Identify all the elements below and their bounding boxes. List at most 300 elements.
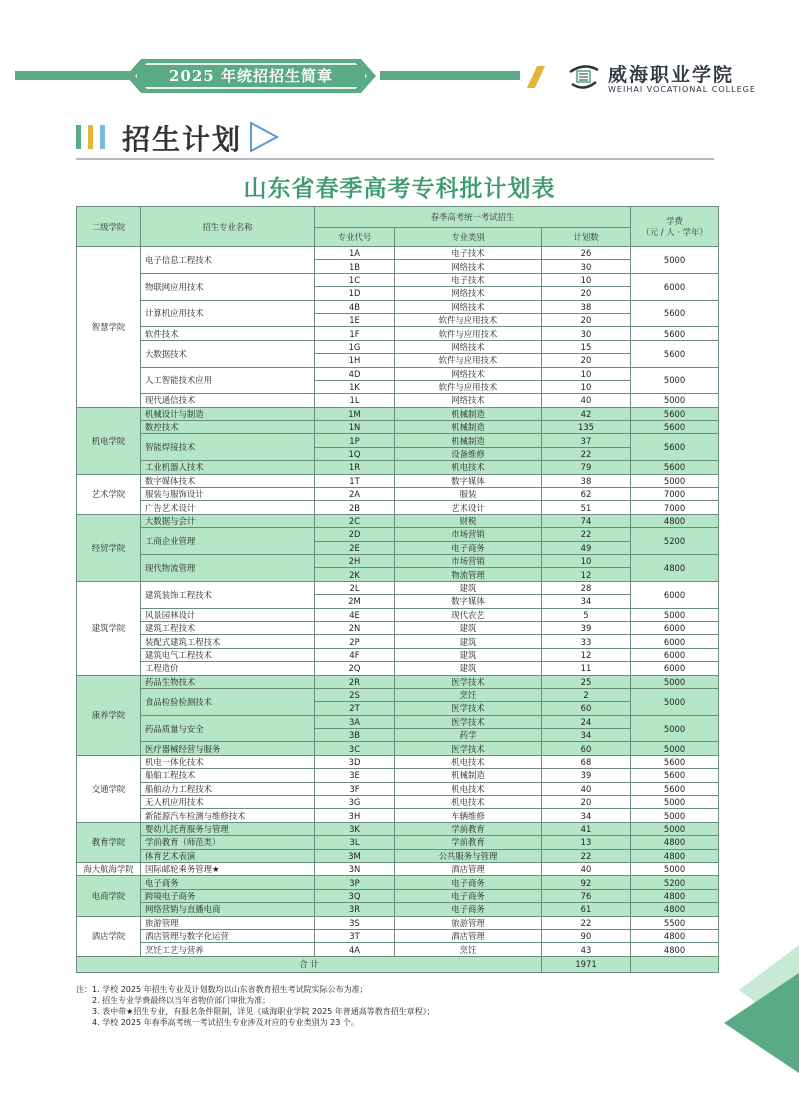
category-cell: 旅游管理 bbox=[395, 916, 542, 929]
code-cell: 1R bbox=[315, 461, 395, 474]
category-cell: 学前教育 bbox=[395, 836, 542, 849]
code-cell: 2E bbox=[315, 541, 395, 554]
code-cell: 1G bbox=[315, 340, 395, 353]
table-row bbox=[77, 889, 719, 902]
plan-cell: 26 bbox=[542, 247, 631, 260]
plan-cell: 10 bbox=[542, 367, 631, 380]
fee-cell: 5600 bbox=[631, 461, 719, 474]
category-cell: 网络技术 bbox=[395, 340, 542, 353]
code-cell: 2R bbox=[315, 675, 395, 688]
total-row bbox=[77, 956, 719, 972]
college-logo-icon bbox=[566, 60, 602, 94]
table-row bbox=[77, 916, 719, 929]
major-cell: 大数据技术 bbox=[141, 340, 315, 367]
major-cell: 物联网应用技术 bbox=[141, 273, 315, 300]
fee-cell: 5000 bbox=[631, 715, 719, 742]
fee-cell: 4800 bbox=[631, 849, 719, 862]
corner-decoration-dark bbox=[724, 973, 799, 1073]
note-line: 注：1. 学校 2025 年招生专业及计划数均以山东省教育招生考试院实际公布为准； bbox=[76, 985, 368, 994]
table-row bbox=[77, 662, 719, 675]
category-cell: 软件与应用技术 bbox=[395, 313, 542, 326]
table-row bbox=[77, 434, 719, 447]
category-cell: 软件与应用技术 bbox=[395, 354, 542, 367]
table-row bbox=[77, 675, 719, 688]
major-cell: 工业机器人技术 bbox=[141, 461, 315, 474]
code-cell: 3H bbox=[315, 809, 395, 822]
fee-cell: 5000 bbox=[631, 822, 719, 835]
table-row bbox=[77, 273, 719, 286]
category-cell: 网络技术 bbox=[395, 394, 542, 407]
plan-cell: 20 bbox=[542, 313, 631, 326]
table-row bbox=[77, 407, 719, 420]
category-cell: 建筑 bbox=[395, 648, 542, 661]
plan-cell: 20 bbox=[542, 354, 631, 367]
fee-cell: 5000 bbox=[631, 608, 719, 621]
code-cell: 2M bbox=[315, 595, 395, 608]
plan-cell: 22 bbox=[542, 528, 631, 541]
category-cell: 数字媒体 bbox=[395, 474, 542, 487]
code-cell: 1B bbox=[315, 260, 395, 273]
category-cell: 电子商务 bbox=[395, 903, 542, 916]
plan-cell: 42 bbox=[542, 407, 631, 420]
header-line-right bbox=[380, 71, 520, 80]
fee-cell: 5600 bbox=[631, 300, 719, 327]
table-row bbox=[77, 849, 719, 862]
major-cell: 烹饪工艺与营养 bbox=[141, 943, 315, 956]
plan-cell: 34 bbox=[542, 729, 631, 742]
fee-cell: 5000 bbox=[631, 247, 719, 274]
code-cell: 3R bbox=[315, 903, 395, 916]
plan-cell: 25 bbox=[542, 675, 631, 688]
major-cell: 建筑装饰工程技术 bbox=[141, 581, 315, 608]
plan-cell: 90 bbox=[542, 929, 631, 942]
plan-cell: 24 bbox=[542, 715, 631, 728]
category-cell: 建筑 bbox=[395, 581, 542, 594]
code-cell: 3N bbox=[315, 862, 395, 875]
category-cell: 酒店管理 bbox=[395, 862, 542, 875]
major-cell: 药品生物技术 bbox=[141, 675, 315, 688]
code-cell: 3S bbox=[315, 916, 395, 929]
major-cell: 现代物流管理 bbox=[141, 554, 315, 581]
fee-cell: 5600 bbox=[631, 340, 719, 367]
plan-cell: 68 bbox=[542, 755, 631, 768]
major-cell: 工程造价 bbox=[141, 662, 315, 675]
table-row bbox=[77, 488, 719, 501]
plan-cell: 12 bbox=[542, 568, 631, 581]
code-cell: 1D bbox=[315, 287, 395, 300]
major-cell: 建筑电气工程技术 bbox=[141, 648, 315, 661]
note-line: 2. 招生专业学费最终以当年省物价部门审批为准； bbox=[92, 996, 271, 1005]
code-cell: 3A bbox=[315, 715, 395, 728]
table-row bbox=[77, 876, 719, 889]
plan-cell: 34 bbox=[542, 595, 631, 608]
college-cell: 经贸学院 bbox=[77, 514, 141, 581]
section-bar-yellow bbox=[88, 125, 93, 149]
major-cell: 装配式建筑工程技术 bbox=[141, 635, 315, 648]
code-cell: 4D bbox=[315, 367, 395, 380]
category-cell: 机械制造 bbox=[395, 407, 542, 420]
plan-cell: 40 bbox=[542, 394, 631, 407]
plan-cell: 49 bbox=[542, 541, 631, 554]
major-cell: 建筑工程技术 bbox=[141, 621, 315, 634]
category-cell: 电子技术 bbox=[395, 247, 542, 260]
plan-cell: 51 bbox=[542, 501, 631, 514]
table-row bbox=[77, 581, 719, 594]
table-row bbox=[77, 528, 719, 541]
play-arrow-icon bbox=[248, 121, 280, 153]
fee-cell: 4800 bbox=[631, 889, 719, 902]
major-cell: 国际邮轮乘务管理★ bbox=[141, 862, 315, 875]
fee-cell: 5000 bbox=[631, 742, 719, 755]
plan-cell: 76 bbox=[542, 889, 631, 902]
category-cell: 机械制造 bbox=[395, 434, 542, 447]
plan-cell: 12 bbox=[542, 648, 631, 661]
category-cell: 现代农艺 bbox=[395, 608, 542, 621]
plan-cell: 60 bbox=[542, 702, 631, 715]
table-row bbox=[77, 688, 719, 701]
college-logo-english: WEIHAI VOCATIONAL COLLEGE bbox=[608, 85, 756, 94]
category-cell: 机电技术 bbox=[395, 461, 542, 474]
code-cell: 2T bbox=[315, 702, 395, 715]
fee-label: 学费 bbox=[666, 215, 683, 226]
college-cell: 电商学院 bbox=[77, 876, 141, 916]
code-cell: 1C bbox=[315, 273, 395, 286]
fee-cell: 4800 bbox=[631, 929, 719, 942]
col-header-group: 春季高考统一考试招生 bbox=[315, 207, 631, 228]
code-cell: 3M bbox=[315, 849, 395, 862]
major-cell: 服装与服饰设计 bbox=[141, 488, 315, 501]
table-row bbox=[77, 648, 719, 661]
fee-cell: 6000 bbox=[631, 621, 719, 634]
college-cell: 智慧学院 bbox=[77, 247, 141, 408]
major-cell: 学前教育（师范类） bbox=[141, 836, 315, 849]
plan-cell: 39 bbox=[542, 621, 631, 634]
major-cell: 新能源汽车检测与维修技术 bbox=[141, 809, 315, 822]
fee-cell: 7000 bbox=[631, 501, 719, 514]
code-cell: 2K bbox=[315, 568, 395, 581]
table-row bbox=[77, 929, 719, 942]
category-cell: 数字媒体 bbox=[395, 595, 542, 608]
header-banner-title: 2025 年统招招生简章 bbox=[169, 67, 333, 85]
fee-cell: 6000 bbox=[631, 273, 719, 300]
category-cell: 电子商务 bbox=[395, 541, 542, 554]
college-cell: 交通学院 bbox=[77, 755, 141, 822]
fee-cell: 5000 bbox=[631, 474, 719, 487]
college-logo-name: 威海职业学院 bbox=[608, 64, 735, 86]
col-header-plan: 计划数 bbox=[542, 228, 631, 247]
table-row bbox=[77, 621, 719, 634]
major-cell: 婴幼儿托育服务与管理 bbox=[141, 822, 315, 835]
code-cell: 3P bbox=[315, 876, 395, 889]
category-cell: 医学技术 bbox=[395, 702, 542, 715]
fee-cell: 6000 bbox=[631, 581, 719, 608]
code-cell: 1N bbox=[315, 421, 395, 434]
code-cell: 4F bbox=[315, 648, 395, 661]
code-cell: 1K bbox=[315, 380, 395, 393]
category-cell: 网络技术 bbox=[395, 367, 542, 380]
table-row bbox=[77, 300, 719, 313]
fee-cell: 6000 bbox=[631, 662, 719, 675]
table-row bbox=[77, 782, 719, 795]
plan-cell: 79 bbox=[542, 461, 631, 474]
college-cell: 建筑学院 bbox=[77, 581, 141, 675]
plan-cell: 13 bbox=[542, 836, 631, 849]
table-row bbox=[77, 421, 719, 434]
category-cell: 建筑 bbox=[395, 621, 542, 634]
category-cell: 烹饪 bbox=[395, 688, 542, 701]
major-cell: 机械设计与制造 bbox=[141, 407, 315, 420]
category-cell: 软件与应用技术 bbox=[395, 327, 542, 340]
plan-cell: 10 bbox=[542, 273, 631, 286]
college-cell: 艺术学院 bbox=[77, 474, 141, 514]
plan-cell: 34 bbox=[542, 809, 631, 822]
fee-cell: 4800 bbox=[631, 514, 719, 527]
code-cell: 2C bbox=[315, 514, 395, 527]
fee-cell: 5000 bbox=[631, 796, 719, 809]
code-cell: 3F bbox=[315, 782, 395, 795]
category-cell: 车辆维修 bbox=[395, 809, 542, 822]
code-cell: 2A bbox=[315, 488, 395, 501]
category-cell: 公共服务与管理 bbox=[395, 849, 542, 862]
table-row bbox=[77, 635, 719, 648]
category-cell: 烹饪 bbox=[395, 943, 542, 956]
code-cell: 1H bbox=[315, 354, 395, 367]
fee-cell: 5200 bbox=[631, 528, 719, 555]
category-cell: 机电技术 bbox=[395, 755, 542, 768]
table-row bbox=[77, 822, 719, 835]
code-cell: 2P bbox=[315, 635, 395, 648]
table-row bbox=[77, 327, 719, 340]
table-row bbox=[77, 554, 719, 567]
fee-cell: 5600 bbox=[631, 755, 719, 768]
fee-cell: 5600 bbox=[631, 407, 719, 420]
col-header-fee bbox=[631, 207, 719, 247]
table-row bbox=[77, 755, 719, 768]
plan-cell: 33 bbox=[542, 635, 631, 648]
plan-cell: 38 bbox=[542, 474, 631, 487]
code-cell: 1F bbox=[315, 327, 395, 340]
table-row bbox=[77, 608, 719, 621]
category-cell: 设备维修 bbox=[395, 447, 542, 460]
header-accent-slash bbox=[527, 66, 545, 88]
plan-cell: 11 bbox=[542, 662, 631, 675]
category-cell: 学前教育 bbox=[395, 822, 542, 835]
fee-cell: 4800 bbox=[631, 903, 719, 916]
plan-cell: 39 bbox=[542, 769, 631, 782]
plan-cell: 20 bbox=[542, 796, 631, 809]
category-cell: 软件与应用技术 bbox=[395, 380, 542, 393]
category-cell: 市场营销 bbox=[395, 554, 542, 567]
major-cell: 跨境电子商务 bbox=[141, 889, 315, 902]
code-cell: 2Q bbox=[315, 662, 395, 675]
plan-cell: 135 bbox=[542, 421, 631, 434]
fee-unit: （元 / 人 · 学年） bbox=[641, 226, 708, 237]
major-cell: 数控技术 bbox=[141, 421, 315, 434]
section-bar-green bbox=[76, 125, 81, 149]
plan-cell: 2 bbox=[542, 688, 631, 701]
major-cell: 计算机应用技术 bbox=[141, 300, 315, 327]
table-row bbox=[77, 796, 719, 809]
category-cell: 建筑 bbox=[395, 662, 542, 675]
category-cell: 网络技术 bbox=[395, 260, 542, 273]
table-row bbox=[77, 461, 719, 474]
fee-cell: 5000 bbox=[631, 862, 719, 875]
fee-cell: 5600 bbox=[631, 434, 719, 461]
category-cell: 药学 bbox=[395, 729, 542, 742]
code-cell: 4E bbox=[315, 608, 395, 621]
fee-cell: 5500 bbox=[631, 916, 719, 929]
major-cell: 医疗器械经营与服务 bbox=[141, 742, 315, 755]
section-bar-blue bbox=[100, 125, 105, 149]
note-line: 4. 学校 2025 年春季高考统一考试招生专业涉及对应的专业类别为 23 个。 bbox=[92, 1018, 359, 1027]
category-cell: 酒店管理 bbox=[395, 929, 542, 942]
code-cell: 1Q bbox=[315, 447, 395, 460]
category-cell: 网络技术 bbox=[395, 287, 542, 300]
category-cell: 艺术设计 bbox=[395, 501, 542, 514]
category-cell: 机械制造 bbox=[395, 421, 542, 434]
code-cell: 3G bbox=[315, 796, 395, 809]
note-line: 3. 表中带★招生专业，有报名条件限制，详见《威海职业学院 2025 年普通高等教育招生章程》； bbox=[92, 1007, 435, 1016]
major-cell: 数字媒体技术 bbox=[141, 474, 315, 487]
major-cell: 船舶工程技术 bbox=[141, 769, 315, 782]
major-cell: 网络营销与直播电商 bbox=[141, 903, 315, 916]
major-cell: 大数据与会计 bbox=[141, 514, 315, 527]
major-cell: 人工智能技术应用 bbox=[141, 367, 315, 394]
code-cell: 1T bbox=[315, 474, 395, 487]
category-cell: 市场营销 bbox=[395, 528, 542, 541]
major-cell: 智能焊接技术 bbox=[141, 434, 315, 461]
plan-cell: 74 bbox=[542, 514, 631, 527]
major-cell: 现代通信技术 bbox=[141, 394, 315, 407]
table-row bbox=[77, 394, 719, 407]
enrollment-plan-table bbox=[76, 206, 719, 973]
code-cell: 3B bbox=[315, 729, 395, 742]
category-cell: 建筑 bbox=[395, 635, 542, 648]
code-cell: 3E bbox=[315, 769, 395, 782]
fee-cell: 5000 bbox=[631, 688, 719, 715]
total-value: 1971 bbox=[542, 956, 631, 972]
college-cell: 海大航海学院 bbox=[77, 862, 141, 875]
table-row bbox=[77, 903, 719, 916]
fee-cell: 5600 bbox=[631, 769, 719, 782]
major-cell: 电子信息工程技术 bbox=[141, 247, 315, 274]
notes bbox=[76, 984, 435, 1028]
category-cell: 医学技术 bbox=[395, 675, 542, 688]
college-cell: 机电学院 bbox=[77, 407, 141, 474]
category-cell: 机电技术 bbox=[395, 796, 542, 809]
category-cell: 服装 bbox=[395, 488, 542, 501]
category-cell: 医学技术 bbox=[395, 742, 542, 755]
header-line-left bbox=[15, 71, 135, 80]
code-cell: 2H bbox=[315, 554, 395, 567]
plan-cell: 92 bbox=[542, 876, 631, 889]
code-cell: 2L bbox=[315, 581, 395, 594]
plan-cell: 20 bbox=[542, 287, 631, 300]
fee-cell: 5000 bbox=[631, 675, 719, 688]
category-cell: 电子商务 bbox=[395, 889, 542, 902]
category-cell: 机电技术 bbox=[395, 782, 542, 795]
plan-cell: 10 bbox=[542, 554, 631, 567]
table-row bbox=[77, 247, 719, 260]
fee-cell: 5600 bbox=[631, 421, 719, 434]
fee-cell: 5600 bbox=[631, 327, 719, 340]
college-cell: 教育学院 bbox=[77, 822, 141, 862]
category-cell: 机械制造 bbox=[395, 769, 542, 782]
fee-cell: 5200 bbox=[631, 876, 719, 889]
code-cell: 3C bbox=[315, 742, 395, 755]
table-row bbox=[77, 943, 719, 956]
plan-cell: 22 bbox=[542, 916, 631, 929]
major-cell: 工商企业管理 bbox=[141, 528, 315, 555]
major-cell: 机电一体化技术 bbox=[141, 755, 315, 768]
plan-cell: 43 bbox=[542, 943, 631, 956]
fee-cell: 5600 bbox=[631, 782, 719, 795]
fee-cell: 5000 bbox=[631, 394, 719, 407]
code-cell: 4A bbox=[315, 943, 395, 956]
category-cell: 网络技术 bbox=[395, 300, 542, 313]
code-cell: 1M bbox=[315, 407, 395, 420]
plan-cell: 22 bbox=[542, 447, 631, 460]
table-row bbox=[77, 742, 719, 755]
fee-cell: 5000 bbox=[631, 809, 719, 822]
code-cell: 1L bbox=[315, 394, 395, 407]
section-title: 招生计划 bbox=[122, 123, 243, 156]
code-cell: 2S bbox=[315, 688, 395, 701]
total-fee-empty bbox=[631, 956, 719, 972]
plan-cell: 38 bbox=[542, 300, 631, 313]
code-cell: 1E bbox=[315, 313, 395, 326]
fee-cell: 6000 bbox=[631, 635, 719, 648]
plan-cell: 22 bbox=[542, 849, 631, 862]
table-row bbox=[77, 340, 719, 353]
plan-cell: 60 bbox=[542, 742, 631, 755]
major-cell: 酒店管理与数字化运营 bbox=[141, 929, 315, 942]
table-row bbox=[77, 715, 719, 728]
major-cell: 药品质量与安全 bbox=[141, 715, 315, 742]
plan-cell: 10 bbox=[542, 380, 631, 393]
category-cell: 医学技术 bbox=[395, 715, 542, 728]
table-row bbox=[77, 862, 719, 875]
table-title: 山东省春季高考专科批计划表 bbox=[243, 175, 556, 202]
major-cell: 旅游管理 bbox=[141, 916, 315, 929]
table-row bbox=[77, 501, 719, 514]
plan-cell: 15 bbox=[542, 340, 631, 353]
code-cell: 1P bbox=[315, 434, 395, 447]
table-row bbox=[77, 836, 719, 849]
fee-cell: 6000 bbox=[631, 648, 719, 661]
section-divider bbox=[76, 158, 714, 160]
college-cell: 酒店学院 bbox=[77, 916, 141, 956]
major-cell: 电子商务 bbox=[141, 876, 315, 889]
plan-cell: 28 bbox=[542, 581, 631, 594]
fee-cell: 4800 bbox=[631, 943, 719, 956]
col-header-major: 招生专业名称 bbox=[141, 207, 315, 247]
major-cell: 食品检验检测技术 bbox=[141, 688, 315, 715]
category-cell: 物流管理 bbox=[395, 568, 542, 581]
plan-cell: 40 bbox=[542, 782, 631, 795]
code-cell: 3L bbox=[315, 836, 395, 849]
col-header-college: 二级学院 bbox=[77, 207, 141, 247]
table-row bbox=[77, 809, 719, 822]
code-cell: 3T bbox=[315, 929, 395, 942]
fee-cell: 7000 bbox=[631, 488, 719, 501]
col-header-category: 专业类别 bbox=[395, 228, 542, 247]
code-cell: 2N bbox=[315, 621, 395, 634]
fee-cell: 4800 bbox=[631, 554, 719, 581]
major-cell: 软件技术 bbox=[141, 327, 315, 340]
table-row bbox=[77, 367, 719, 380]
plan-cell: 30 bbox=[542, 327, 631, 340]
